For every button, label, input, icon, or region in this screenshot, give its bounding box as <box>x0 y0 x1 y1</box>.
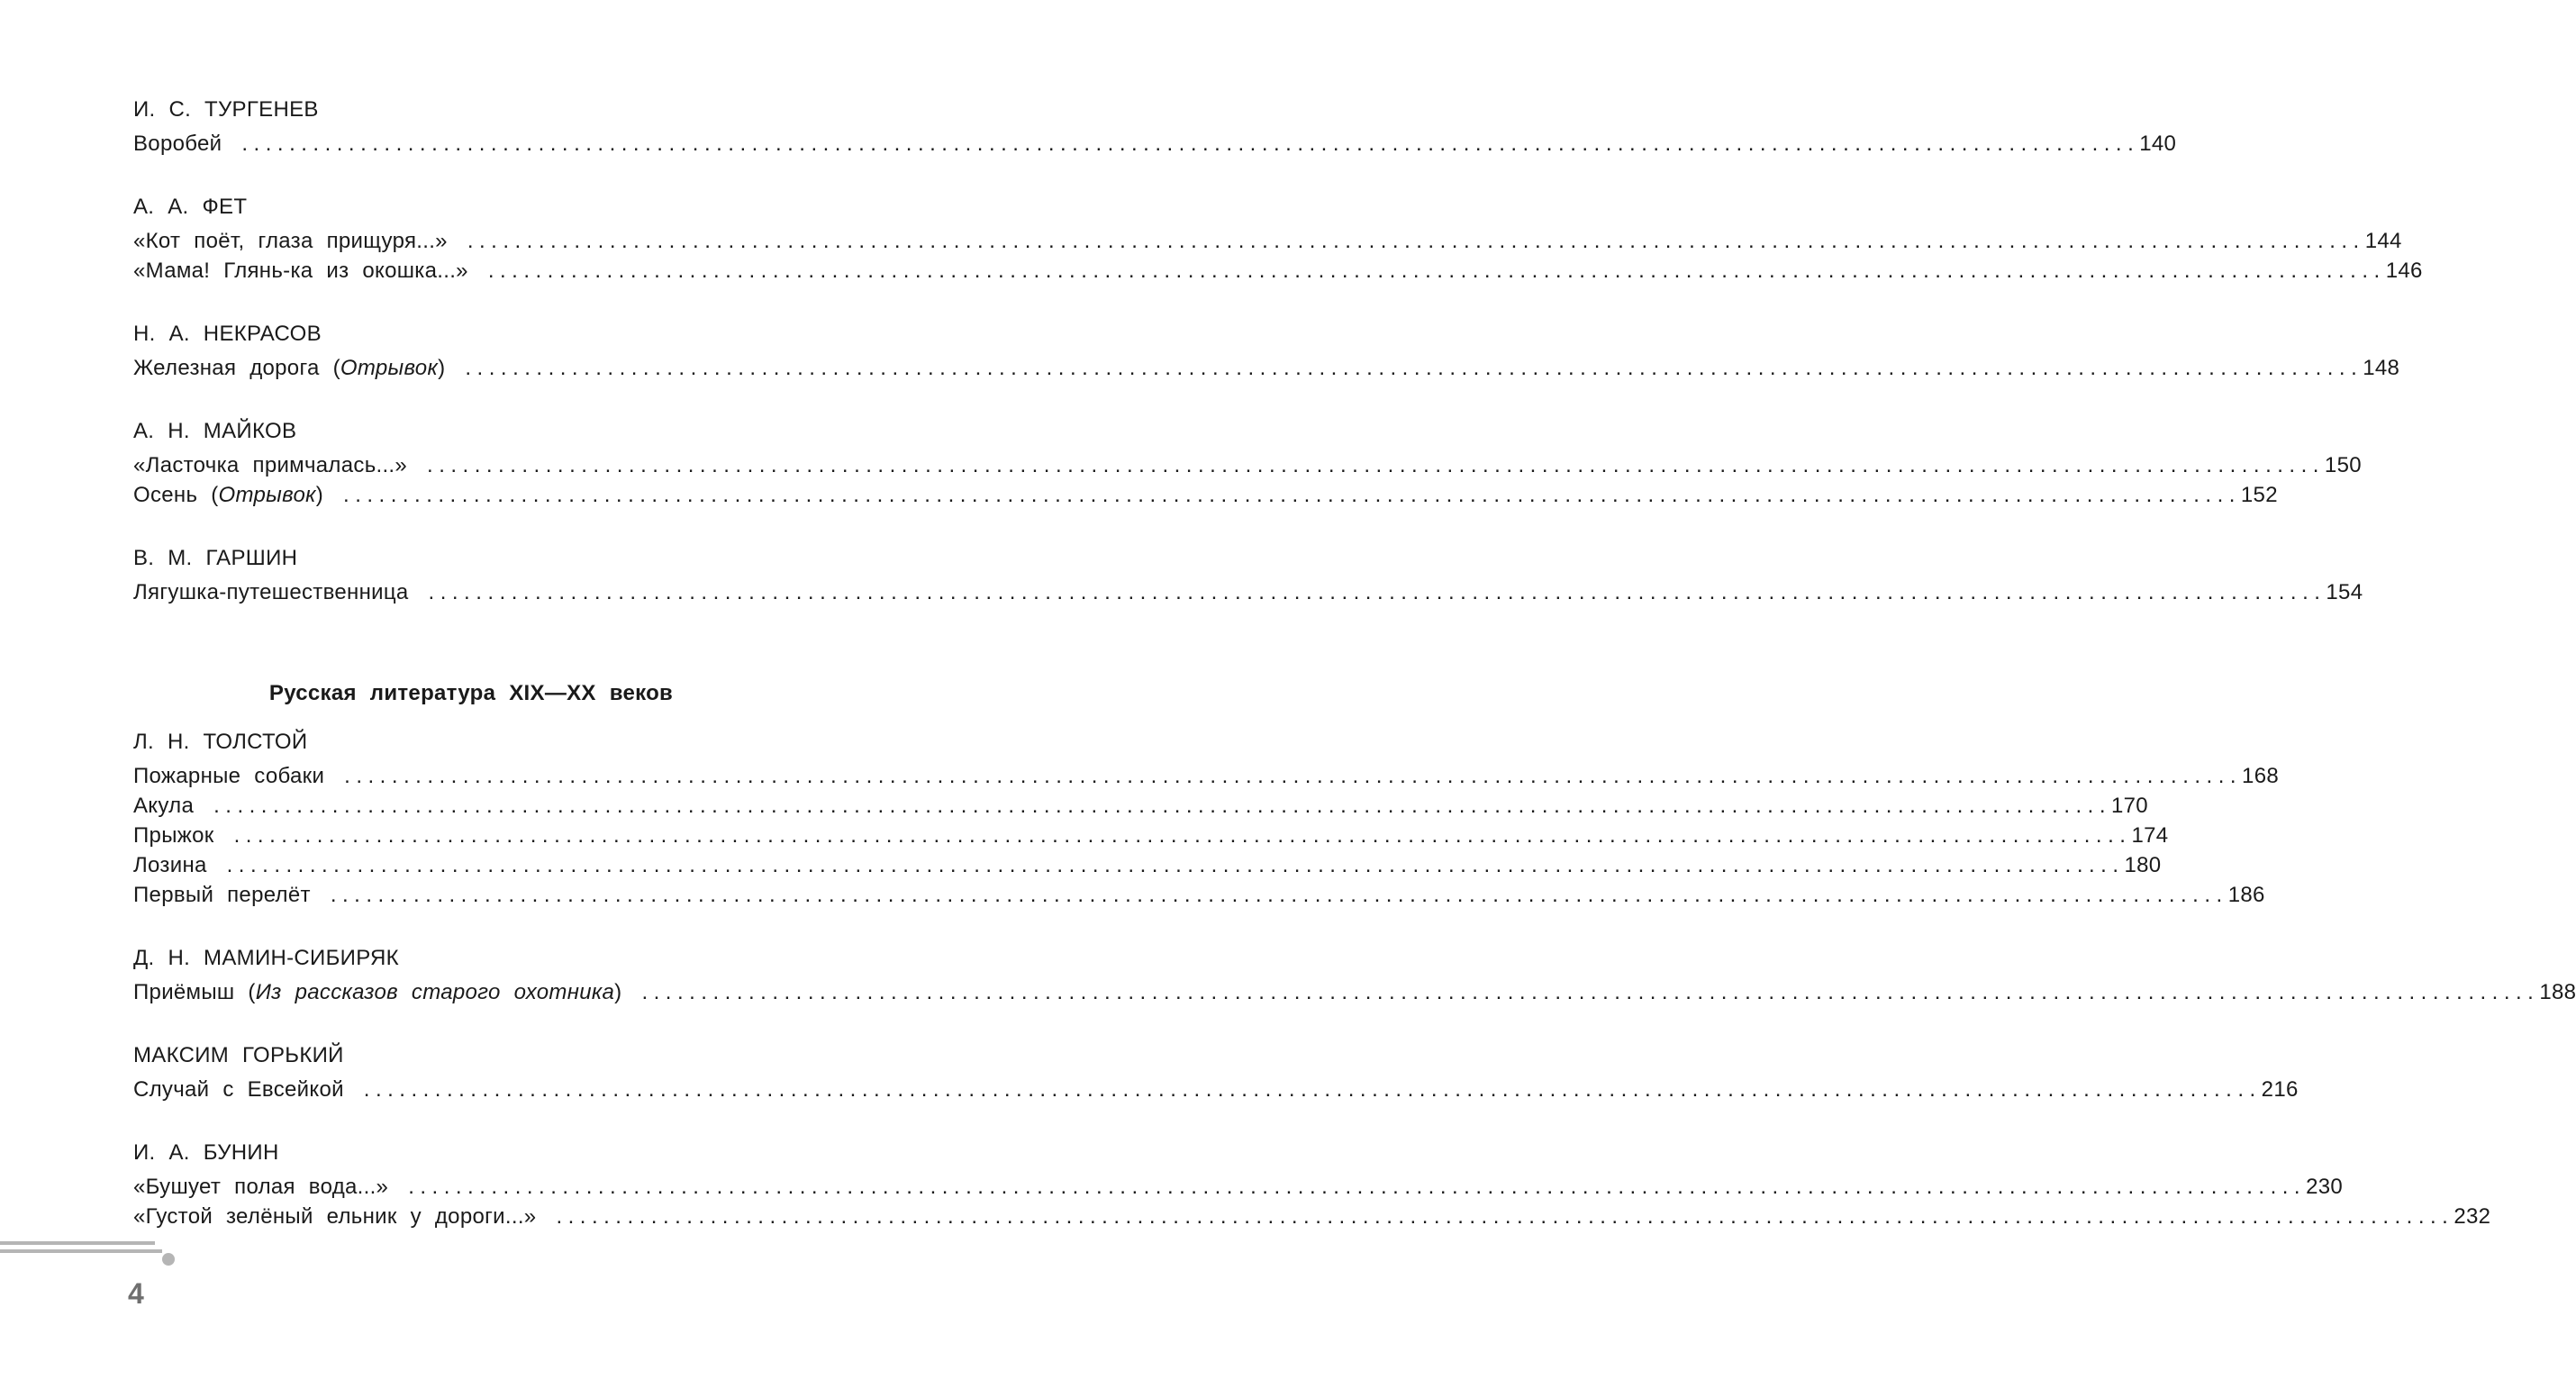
entry-page-number: 154 <box>2326 580 2363 604</box>
dot-leader: ................................................................................................................................................................ <box>487 259 2386 283</box>
toc-entry <box>133 850 2162 880</box>
dot-leader: ................................................................................................................................................................ <box>428 580 2327 604</box>
entry-title <box>133 226 448 256</box>
toc-entry <box>133 129 2177 159</box>
entry-title-text: Первый перелёт <box>133 883 311 907</box>
author-group <box>133 1039 2299 1104</box>
entry-title-text: «Ласточка примчалась...» <box>133 453 408 477</box>
entry-page-number: 140 <box>2139 132 2177 156</box>
entry-page-number: 180 <box>2124 853 2162 877</box>
entry-title <box>133 256 468 286</box>
entry-title <box>133 761 324 791</box>
author-name: Н. А. НЕКРАСОВ <box>133 322 322 346</box>
entry-title-italic: Из рассказов старого охотника <box>255 980 615 1004</box>
toc-entry <box>133 353 2400 383</box>
dot-leader: ................................................................................................................................................................ <box>330 883 2228 907</box>
toc-entry <box>133 791 2148 821</box>
entry-list <box>133 129 2177 159</box>
dot-leader: ................................................................................................................................................................ <box>343 483 2241 507</box>
entry-title-text: Лягушка-путешественница <box>133 580 409 604</box>
entry-title-text: Случай с Евсейкой <box>133 1077 344 1102</box>
author-group <box>133 726 2279 910</box>
dot-leader: ................................................................................................................................................................ <box>233 823 2132 848</box>
author-name: И. С. ТУРГЕНЕВ <box>133 97 319 122</box>
toc-entry <box>133 1075 2299 1104</box>
entry-title <box>133 850 207 880</box>
entry-page-number: 146 <box>2385 259 2423 283</box>
entry-title-italic: Отрывок <box>340 356 439 380</box>
entry-title <box>133 129 222 159</box>
toc-part-a <box>133 94 2423 607</box>
entry-page-number: 186 <box>2227 883 2265 907</box>
entry-title-text: Акула <box>133 794 195 818</box>
entry-title <box>133 977 621 1007</box>
dot-leader: ................................................................................................................................................................ <box>641 980 2540 1004</box>
toc-part-b <box>133 726 2576 1231</box>
dot-leader: ................................................................................................................................................................ <box>467 229 2365 253</box>
dot-leader: ................................................................................................................................................................ <box>427 453 2325 477</box>
entry-list <box>133 761 2279 910</box>
author-group <box>133 942 2576 1007</box>
entry-title-text: ) <box>614 980 622 1004</box>
author-name: Д. Н. МАМИН-СИБИРЯК <box>133 946 399 970</box>
entry-list <box>133 226 2423 286</box>
entry-title-text: Приёмыш ( <box>133 980 256 1004</box>
entry-page-number: 150 <box>2324 453 2362 477</box>
entry-list <box>133 1075 2299 1104</box>
author-name: И. А. БУНИН <box>133 1140 279 1165</box>
toc-entry <box>133 977 2576 1007</box>
entry-page-number: 216 <box>2261 1077 2299 1102</box>
toc-entry <box>133 450 2362 480</box>
dot-leader: ................................................................................................................................................................ <box>363 1077 2262 1102</box>
entry-list <box>133 977 2576 1007</box>
toc-entry <box>133 577 2363 607</box>
entry-title-text: Лозина <box>133 853 207 877</box>
page-number: 4 <box>128 1277 144 1310</box>
toc-entry <box>133 761 2279 791</box>
entry-list <box>133 353 2400 383</box>
entry-title-text: Осень ( <box>133 483 219 507</box>
entry-title-text: «Мама! Глянь-ка из окошка...» <box>133 259 468 283</box>
entry-page-number: 152 <box>2240 483 2278 507</box>
entry-title <box>133 821 214 850</box>
entry-page-number: 230 <box>2306 1175 2344 1199</box>
entry-title <box>133 1202 536 1231</box>
toc-entry <box>133 821 2169 850</box>
author-group <box>133 318 2400 383</box>
entry-page-number: 144 <box>2364 229 2402 253</box>
section-title: Русская литература XIX—XX веков <box>268 681 674 705</box>
entry-title-text: ) <box>315 483 324 507</box>
author-group <box>133 191 2423 286</box>
author-group <box>133 415 2362 510</box>
entry-title <box>133 791 194 821</box>
entry-page-number: 174 <box>2131 823 2169 848</box>
entry-title <box>133 1172 388 1202</box>
table-of-contents <box>133 94 2576 1264</box>
toc-entry <box>133 880 2265 910</box>
entry-title-text: «Бушует полая вода...» <box>133 1175 389 1199</box>
author-name: А. А. ФЕТ <box>133 195 248 219</box>
author-name: Л. Н. ТОЛСТОЙ <box>133 730 308 754</box>
dot-leader: ................................................................................................................................................................ <box>241 132 2140 156</box>
toc-entry <box>133 256 2423 286</box>
entry-title <box>133 880 311 910</box>
author-name: МАКСИМ ГОРЬКИЙ <box>133 1043 344 1067</box>
toc-entry <box>133 1172 2344 1202</box>
dot-leader: ................................................................................................................................................................ <box>226 853 2125 877</box>
entry-page-number: 170 <box>2110 794 2148 818</box>
author-group <box>133 542 2363 607</box>
entry-title <box>133 353 445 383</box>
entry-page-number: 148 <box>2363 356 2400 380</box>
entry-title <box>133 450 407 480</box>
dot-leader: ................................................................................................................................................................ <box>465 356 2363 380</box>
author-name: А. Н. МАЙКОВ <box>133 419 297 443</box>
dot-leader: ................................................................................................................................................................ <box>344 764 2243 788</box>
toc-entry <box>133 480 2278 510</box>
entry-title-text: ) <box>438 356 446 380</box>
dot-leader: ................................................................................................................................................................ <box>556 1204 2454 1229</box>
entry-title-text: «Кот поёт, глаза прищуря...» <box>133 229 448 253</box>
entry-title-text: Пожарные собаки <box>133 764 325 788</box>
author-name: В. М. ГАРШИН <box>133 546 298 570</box>
entry-list <box>133 577 2363 607</box>
entry-list <box>133 450 2362 510</box>
entry-list <box>133 1172 2491 1231</box>
entry-title-text: Воробей <box>133 132 222 156</box>
toc-entry <box>133 226 2402 256</box>
footer-decorative-rule <box>0 1240 180 1267</box>
entry-page-number: 232 <box>2454 1204 2491 1229</box>
author-group <box>133 94 2177 159</box>
author-group <box>133 1137 2491 1231</box>
dot-leader: ................................................................................................................................................................ <box>408 1175 2307 1199</box>
entry-title <box>133 1075 344 1104</box>
toc-entry <box>133 1202 2491 1231</box>
dot-leader: ................................................................................................................................................................ <box>213 794 2111 818</box>
entry-title <box>133 577 409 607</box>
entry-title-text: Железная дорога ( <box>133 356 340 380</box>
entry-title <box>133 480 323 510</box>
entry-title-italic: Отрывок <box>218 483 316 507</box>
entry-page-number: 188 <box>2539 980 2576 1004</box>
entry-title-text: «Густой зелёный ельник у дороги...» <box>133 1204 537 1229</box>
entry-title-text: Прыжок <box>133 823 214 848</box>
entry-page-number: 168 <box>2242 764 2279 788</box>
